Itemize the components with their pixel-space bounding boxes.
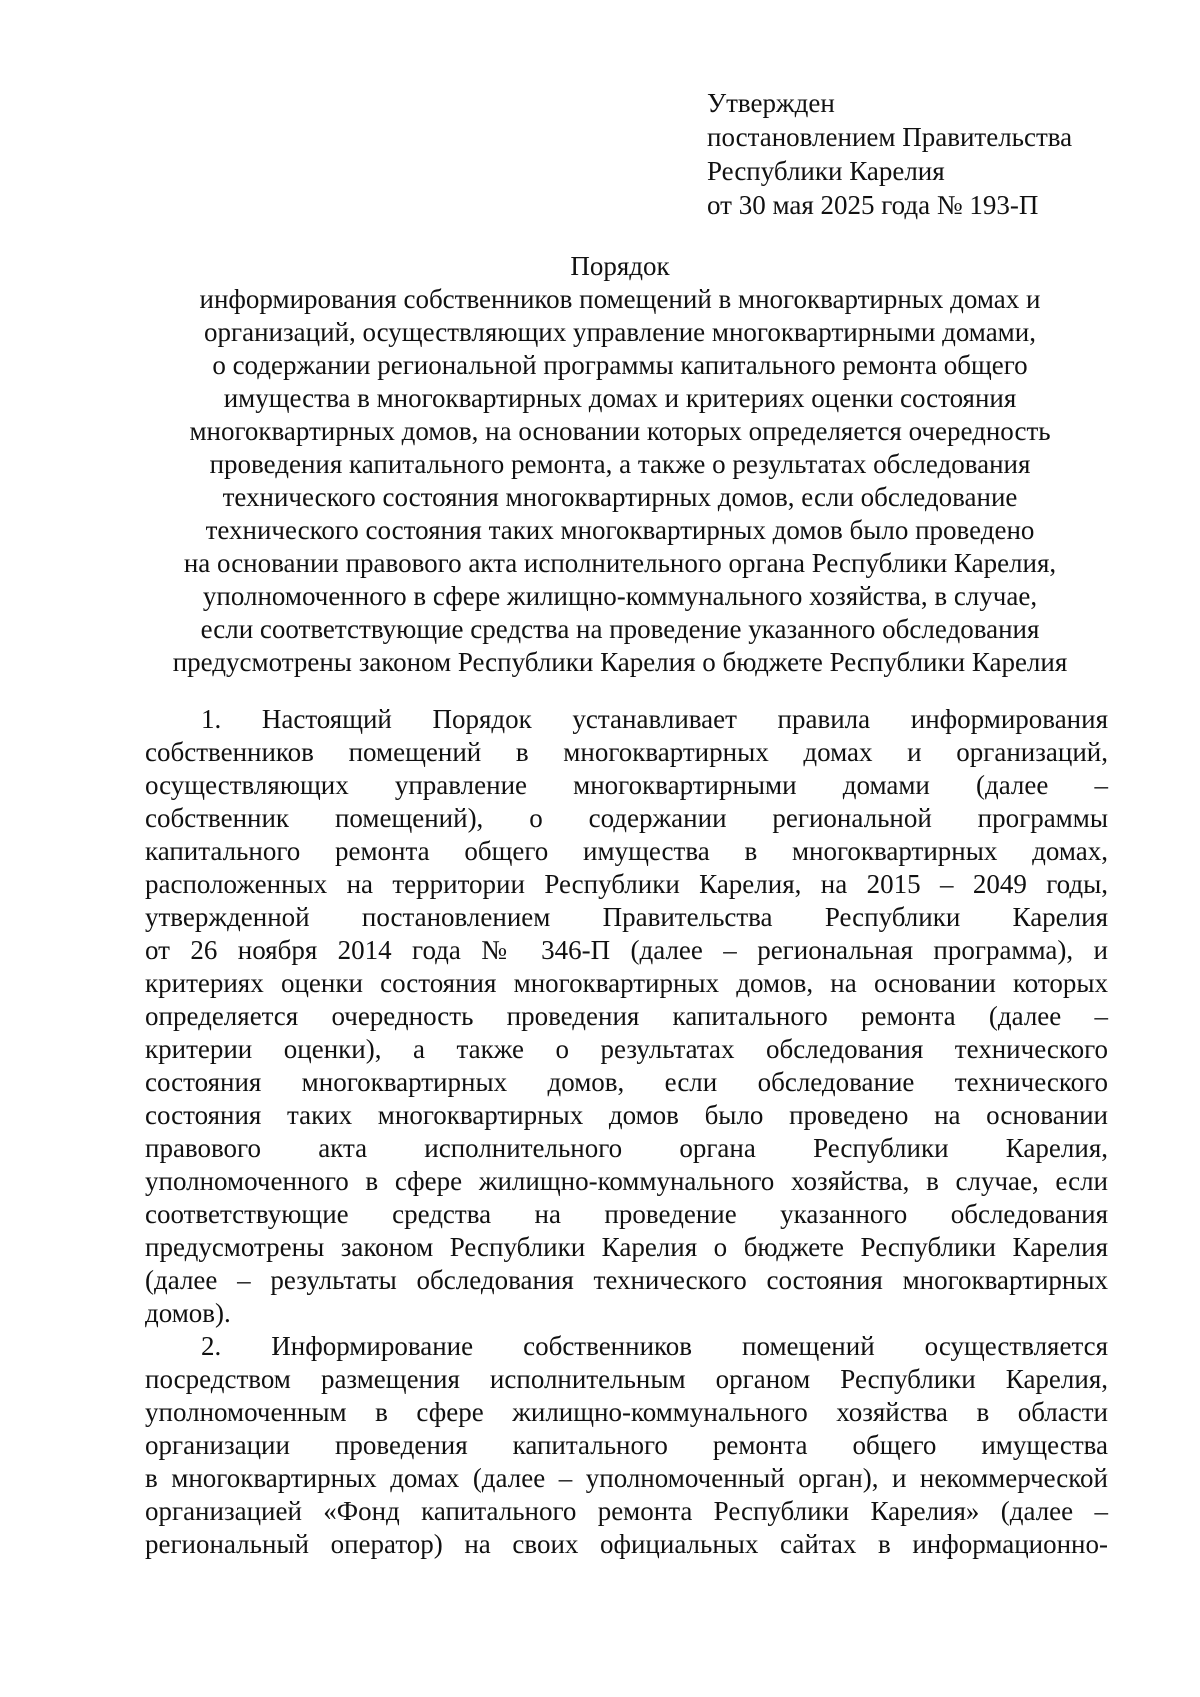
title-heading: Порядок <box>570 251 670 281</box>
paragraph-line: 2. Информирование собственников помещений осуществляется <box>201 1331 1108 1361</box>
paragraph-line: региональный оператор) на своих официальных сайтах в информационно- <box>145 1529 1108 1559</box>
title-line: имущества в многоквартирных домах и критериях оценки состояния <box>223 383 1017 413</box>
approval-line: от 30 мая 2025 года № 193-П <box>707 190 1039 220</box>
paragraph-line: предусмотрены законом Республики Карелия о бюджете Республики Карелия <box>145 1232 1108 1262</box>
paragraph-line: состояния таких многоквартирных домов было проведено на основании <box>145 1100 1108 1130</box>
paragraph-1 <box>145 703 1108 1330</box>
title-line: технического состояния многоквартирных домов, если обследование <box>222 482 1018 512</box>
approval-line: Республики Карелия <box>707 156 945 186</box>
title-line: организаций, осуществляющих управление многоквартирными домами, <box>204 317 1036 347</box>
approval-stamp <box>707 86 1072 222</box>
paragraph-line: в многоквартирных домах (далее – уполномоченный орган), и некоммерческой <box>145 1463 1108 1493</box>
title-line: на основании правового акта исполнительного органа Республики Карелия, <box>183 548 1057 578</box>
paragraph-line: собственник помещений), о содержании региональной программы <box>145 803 1108 833</box>
title-line: технического состояния таких многоквартирных домов было проведено <box>205 515 1035 545</box>
paragraph-line: домов). <box>145 1298 231 1328</box>
title-line: уполномоченного в сфере жилищно-коммунального хозяйства, в случае, <box>202 581 1038 611</box>
paragraph-line: состояния многоквартирных домов, если обследование технического <box>145 1067 1108 1097</box>
paragraph-line: капитального ремонта общего имущества в многоквартирных домах, <box>145 836 1108 866</box>
document-title <box>130 250 1110 679</box>
paragraph-line: от 26 ноября 2014 года № 346-П (далее – региональная программа), и <box>145 935 1108 965</box>
paragraph-line: утвержденной постановлением Правительства Республики Карелия <box>145 902 1108 932</box>
paragraph-2 <box>145 1330 1108 1561</box>
title-line: информирования собственников помещений в многоквартирных домах и <box>199 284 1041 314</box>
paragraph-line: критериях оценки состояния многоквартирных домов, на основании которых <box>145 968 1108 998</box>
title-line: проведения капитального ремонта, а также о результатах обследования <box>209 449 1031 479</box>
paragraph-line: собственников помещений в многоквартирных домах и организаций, <box>145 737 1108 767</box>
paragraph-line: организации проведения капитального ремонта общего имущества <box>145 1430 1108 1460</box>
paragraph-line: осуществляющих управление многоквартирными домами (далее – <box>145 770 1108 800</box>
paragraph-line: (далее – результаты обследования технического состояния многоквартирных <box>145 1265 1108 1295</box>
paragraph-line: 1. Настоящий Порядок устанавливает правила информирования <box>201 704 1108 734</box>
paragraph-line: посредством размещения исполнительным органом Республики Карелия, <box>145 1364 1108 1394</box>
title-line: о содержании региональной программы капитального ремонта общего <box>212 350 1028 380</box>
title-line: предусмотрены законом Республики Карелия о бюджете Республики Карелия <box>172 647 1068 677</box>
paragraph-line: организацией «Фонд капитального ремонта Республики Карелия» (далее – <box>145 1496 1108 1526</box>
paragraph-line: уполномоченным в сфере жилищно-коммунального хозяйства в области <box>145 1397 1108 1427</box>
title-line: многоквартирных домов, на основании которых определяется очередность <box>189 416 1051 446</box>
approval-line: постановлением Правительства <box>707 122 1073 152</box>
paragraph-line: соответствующие средства на проведение указанного обследования <box>145 1199 1108 1229</box>
title-line: если соответствующие средства на проведение указанного обследования <box>200 614 1040 644</box>
approval-line: Утвержден <box>707 88 835 118</box>
paragraph-line: определяется очередность проведения капитального ремонта (далее – <box>145 1001 1108 1031</box>
paragraph-line: уполномоченного в сфере жилищно-коммунального хозяйства, в случае, если <box>145 1166 1108 1196</box>
paragraph-line: правового акта исполнительного органа Республики Карелия, <box>145 1133 1108 1163</box>
paragraph-line: критерии оценки), а также о результатах обследования технического <box>145 1034 1108 1064</box>
document-body <box>145 703 1108 1561</box>
paragraph-line: расположенных на территории Республики Карелия, на 2015 – 2049 годы, <box>145 869 1108 899</box>
